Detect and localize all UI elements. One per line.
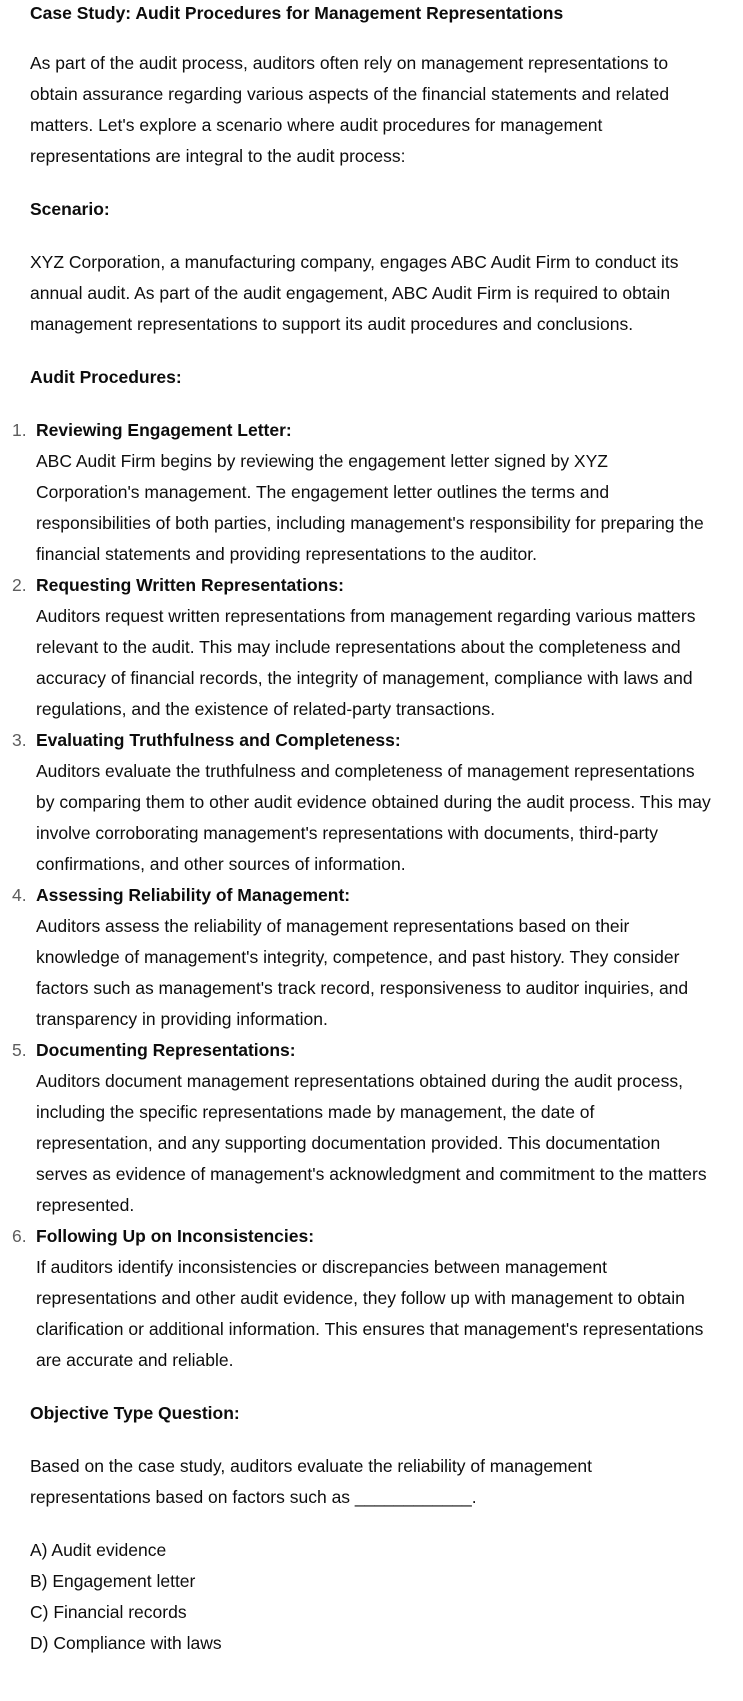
list-item-number: 3. xyxy=(12,730,27,750)
page-title: Case Study: Audit Procedures for Management Representations xyxy=(30,3,564,23)
list-item-body: Auditors document management representations obtained during the audit process, including the specific representations made by management, the date of representation, and any supporting documentation provided. This documentation serves as evidence of management's acknowledgment and commitment to the matters represented. xyxy=(36,1071,707,1215)
option-b: B) Engagement letter xyxy=(30,1571,196,1591)
list-item-body: Auditors assess the reliability of management representations based on their knowledge of management's integrity, competence, and past history. They consider factors such as management's track record, responsiveness to auditor inquiries, and transparency in providing information. xyxy=(36,916,689,1029)
list-item xyxy=(12,880,713,1035)
option-a: A) Audit evidence xyxy=(30,1540,167,1560)
list-item-title: Following Up on Inconsistencies: xyxy=(36,1226,315,1246)
question-text: Based on the case study, auditors evaluate the reliability of management representations based on factors such as ____________. xyxy=(30,1456,592,1507)
list-item-number: 2. xyxy=(12,575,27,595)
list-item-title: Documenting Representations: xyxy=(36,1040,296,1060)
list-item-body: Auditors evaluate the truthfulness and completeness of management representations by comparing them to other audit evidence obtained during the audit process. This may involve corroborating management's representations with documents, third-party confirmations, and other sources of information. xyxy=(36,761,711,874)
list-item-number: 5. xyxy=(12,1040,27,1060)
list-item-title: Requesting Written Representations: xyxy=(36,575,344,595)
list-item-body: Auditors request written representations from management regarding various matters relevant to the audit. This may include representations about the completeness and accuracy of financial records, the integrity of management, compliance with laws and regulations, and the existence of related-party transactions. xyxy=(36,606,696,719)
list-item xyxy=(12,1035,713,1221)
list-item-number: 1. xyxy=(12,420,27,440)
list-item-number: 6. xyxy=(12,1226,27,1246)
list-item xyxy=(12,725,713,880)
list-item-number: 4. xyxy=(12,885,27,905)
option-d: D) Compliance with laws xyxy=(30,1633,222,1653)
list-item xyxy=(12,1221,713,1376)
option-c: C) Financial records xyxy=(30,1602,187,1622)
scenario-paragraph: XYZ Corporation, a manufacturing company, engages ABC Audit Firm to conduct its annual audit. As part of the audit engagement, ABC Audit Firm is required to obtain management representations to support its audit procedures and conclusions. xyxy=(30,252,679,334)
intro-paragraph: As part of the audit process, auditors often rely on management representations to obtain assurance regarding various aspects of the financial statements and related matters. Let's explore a scenario where audit procedures for management representations are integral to the audit process: xyxy=(30,53,670,166)
list-item-body: If auditors identify inconsistencies or discrepancies between management representations and other audit evidence, they follow up with management to obtain clarification or additional information. This ensures that management's representations are accurate and reliable. xyxy=(36,1257,704,1370)
list-item-title: Assessing Reliability of Management: xyxy=(36,885,351,905)
procedures-list xyxy=(12,415,713,1376)
question-heading: Objective Type Question: xyxy=(30,1403,240,1423)
answer-options xyxy=(30,1535,713,1659)
list-item-body: ABC Audit Firm begins by reviewing the engagement letter signed by XYZ Corporation's management. The engagement letter outlines the terms and responsibilities of both parties, including management's responsibility for preparing the financial statements and providing representations to the auditor. xyxy=(36,451,704,564)
list-item-title: Reviewing Engagement Letter: xyxy=(36,420,292,440)
list-item-title: Evaluating Truthfulness and Completeness: xyxy=(36,730,401,750)
procedures-heading: Audit Procedures: xyxy=(30,367,182,387)
scenario-heading: Scenario: xyxy=(30,199,110,219)
list-item xyxy=(12,415,713,570)
list-item xyxy=(12,570,713,725)
